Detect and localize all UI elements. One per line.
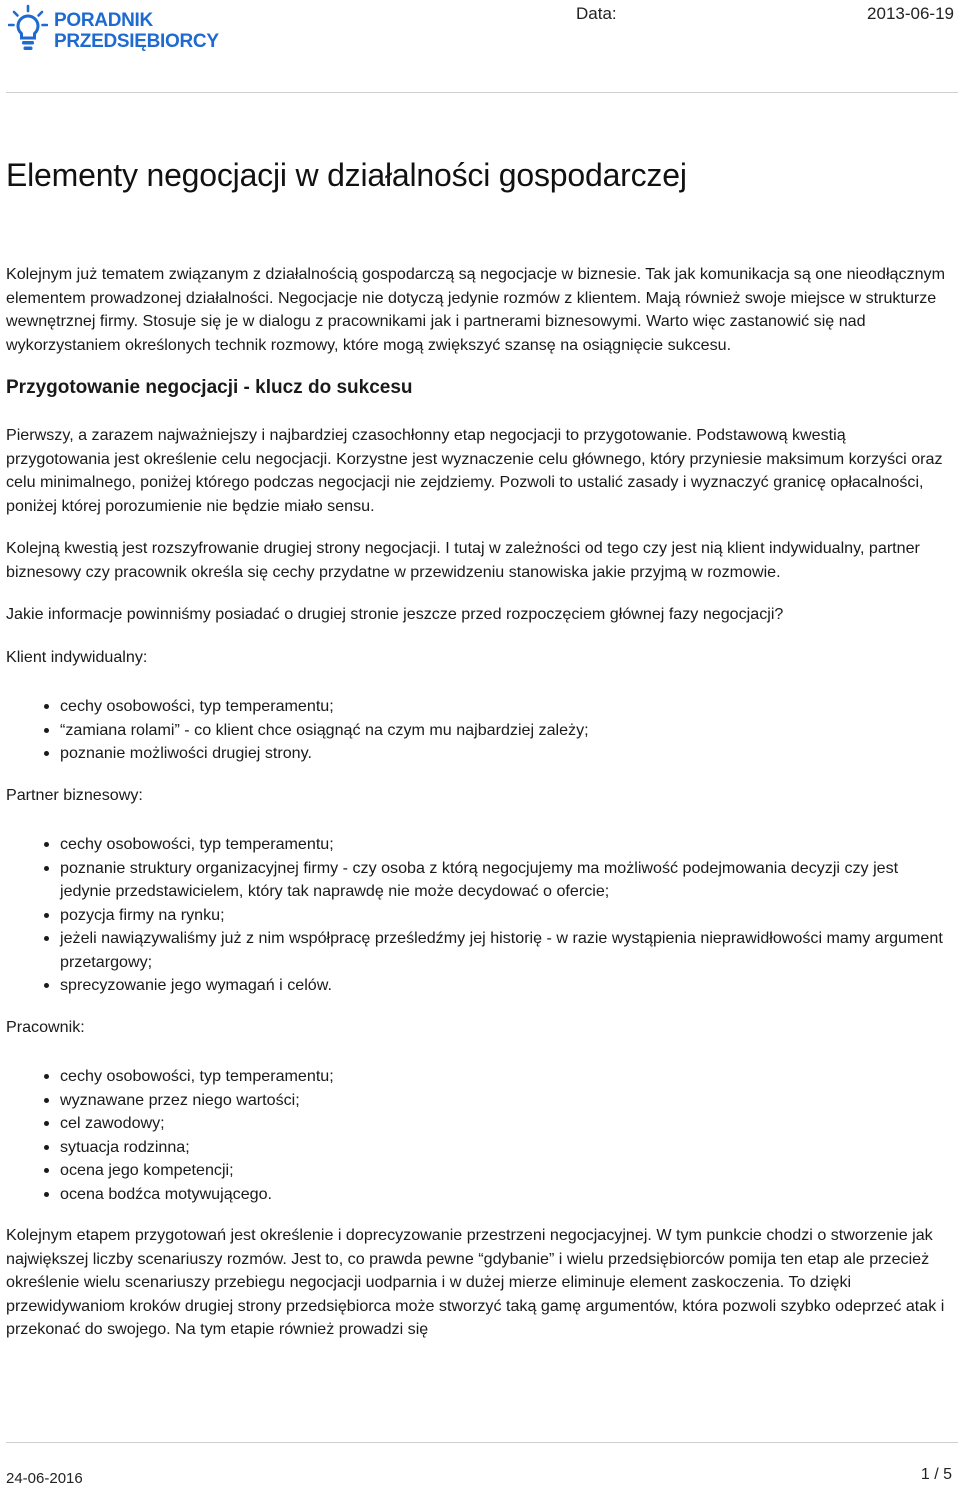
date-value: 2013-06-19: [867, 4, 954, 23]
paragraph-question: Jakie informacje powinniśmy posiadać o drugiej stronie jeszcze przed rozpoczęciem głównej fazy negocjacji?: [6, 605, 784, 623]
logo-line-2: PRZEDSIĘBIORCY: [54, 31, 219, 52]
paragraph-preparation: Pierwszy, a zarazem najważniejszy i najbardziej czasochłonny etap negocjacji to przygotowanie. Podstawową kwestią przygotowania jest określenie celu negocjacji. Korzystne jest wyznaczenie celu głównego, który przyniesie maksimum korzyści oraz celu minimalnego, poniżej którego podczas negocjacji nie zejdziemy. Pozwoli to ustalić zasady i wyznaczyć granicę opłacalności, poniżej której porozumienie nie będzie miało sensu.: [6, 426, 943, 515]
list-item: • wyznawane przez niego wartości;: [60, 1089, 946, 1113]
list-item: • ocena bodźca motywującego.: [60, 1183, 946, 1207]
logo-line-1: PORADNIK: [54, 10, 153, 31]
list-label-client: Klient indywidualny:: [6, 647, 148, 666]
paragraph-other-side: Kolejną kwestią jest rozszyfrowanie drugiej strony negocjacji. I tutaj w zależności od tego czy jest nią klient indywidualny, partner biznesowy czy pracownik określa się cechy przydatne w przewidzeniu stanowiska jakie przyjmą w rozmowie.: [6, 539, 920, 581]
partner-list: [6, 833, 946, 998]
footer-divider: [6, 1442, 958, 1443]
list-item: • poznanie struktury organizacyjnej firmy - czy osoba z którą negocjujemy ma możliwość podejmowania decyzji czy jest jedynie przedstawicielem, który tak naprawdę nie może decydować o ofercie;: [60, 857, 946, 904]
employee-list: [6, 1065, 946, 1206]
client-list: [6, 695, 946, 766]
list-item: • “zamiana rolami” - co klient chce osiągnąć na czym mu najbardziej zależy;: [60, 719, 946, 743]
list-item: • ocena jego kompetencji;: [60, 1159, 946, 1183]
logo-text: [54, 10, 219, 52]
list-item: • pozycja firmy na rynku;: [60, 904, 946, 928]
list-item: • poznanie możliwości drugiej strony.: [60, 742, 946, 766]
article-body: [6, 263, 946, 1361]
list-item: • jeżeli nawiązywaliśmy już z nim współpracę prześledźmy jej historię - w razie wystąpienia nieprawidłowości mamy argument przetargowy;: [60, 927, 946, 974]
footer-date: 24-06-2016: [6, 1470, 83, 1487]
list-item: • sytuacja rodzinna;: [60, 1136, 946, 1160]
lightbulb-icon: [8, 4, 48, 54]
list-item: • sprecyzowanie jego wymagań i celów.: [60, 974, 946, 998]
list-label-partner: Partner biznesowy:: [6, 785, 143, 804]
paragraph-negotiation-space: Kolejnym etapem przygotowań jest określenie i doprecyzowanie przestrzeni negocjacyjnej. W tym punkcie chodzi o stworzenie jak największej liczby scenariuszy rozmów. Jest to, co prawda pewne “gdybanie” i wielu przedsiębiorców pomija ten etap ale przecież określenie wielu scenariuszy przebiegu negocjacji uodparnia i w dużej mierze eliminuje element zaskoczenia. To dzięki przewidywaniom kroków drugiej strony przedsiębiorca może stworzyć taką gamę argumentów, która pozwoli szybko odeprzeć atak i przekonać do swojego. Na tym etapie również prowadzi się: [6, 1226, 945, 1338]
intro-paragraph: Kolejnym już tematem związanym z działalnością gospodarczą są negocjacje w biznesie. Tak jak komunikacja są one nieodłącznym elementem prowadzonej działalności. Negocjacje nie dotyczą jedynie rozmów z klientem. Mają również swoje miejsce w strukturze wewnętrznej firmy. Stosuje się je w dialogu z pracownikami jak i partnerami biznesowymi. Warto więc zastanowić się nad wykorzystaniem określonych technik rozmowy, które mogą zwiększyć szansę na osiągnięcie sukcesu.: [6, 265, 945, 354]
list-item: • cechy osobowości, typ temperamentu;: [60, 695, 946, 719]
logo: [8, 4, 238, 56]
page-number: 1 / 5: [920, 1466, 952, 1483]
list-item: • cel zawodowy;: [60, 1112, 946, 1136]
list-item: • cechy osobowości, typ temperamentu;: [60, 1065, 946, 1089]
list-label-employee: Pracownik:: [6, 1017, 85, 1036]
header-divider: [6, 92, 958, 93]
page-header: [0, 0, 960, 94]
page-title: Elementy negocjacji w działalności gospodarczej: [6, 157, 687, 193]
section-heading: Przygotowanie negocjacji - klucz do sukcesu: [6, 377, 413, 398]
list-item: • cechy osobowości, typ temperamentu;: [60, 833, 946, 857]
date-label: Data:: [576, 4, 617, 23]
